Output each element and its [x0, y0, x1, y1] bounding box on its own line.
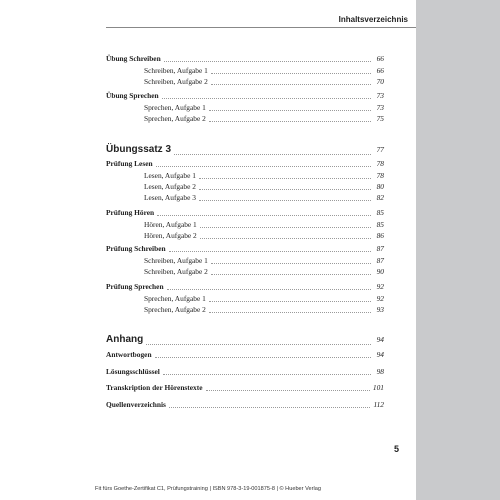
dot-leader: [157, 207, 371, 216]
footer-credit: Fit fürs Goethe-Zertifikat C1, Prüfungstraining | ISBN 978-3-19-001875-8 | © Hueber Verlag: [95, 486, 321, 492]
toc-entry-label: Prüfung Hören: [106, 208, 155, 217]
dot-leader: [167, 281, 371, 290]
dot-leader: [199, 170, 371, 179]
toc-entry-label: Sprechen, Aufgabe 2: [144, 114, 206, 123]
toc-entry-page: 70: [376, 77, 384, 86]
toc-entry-page: 85: [376, 208, 384, 217]
toc-entry-label: Lesen, Aufgabe 2: [144, 182, 196, 191]
toc-entry: [106, 366, 384, 377]
toc-entry-page: 87: [376, 244, 384, 253]
toc-entry-page: 85: [376, 220, 384, 229]
toc-entry-page: 73: [376, 103, 384, 112]
toc-entry: [106, 243, 384, 254]
toc-entry: [106, 53, 384, 64]
toc-entry: [106, 219, 384, 230]
toc-entry: [106, 293, 384, 304]
toc-entry-label: Sprechen, Aufgabe 1: [144, 103, 206, 112]
dot-leader: [209, 293, 371, 302]
toc-entry-page: 92: [376, 282, 384, 291]
toc-entry-label: Quellenverzeichnis: [106, 400, 166, 409]
toc-entry-label: Antwortbogen: [106, 350, 152, 359]
toc-entry: [106, 266, 384, 277]
toc-entry: [106, 192, 384, 203]
toc-entry-label: Prüfung Lesen: [106, 159, 153, 168]
toc-entry: [106, 158, 384, 169]
toc-entry-page: 112: [373, 400, 384, 409]
toc-entry: [106, 255, 384, 266]
dot-leader: [209, 102, 371, 111]
dot-leader: [200, 230, 371, 239]
toc-entry-page: 98: [376, 367, 384, 376]
toc-entry-page: 82: [376, 193, 384, 202]
toc-entry-page: 78: [376, 171, 384, 180]
toc-entry-label: Sprechen, Aufgabe 1: [144, 294, 206, 303]
toc-entry-page: 66: [376, 66, 384, 75]
toc-entry-page: 77: [376, 145, 384, 154]
dot-leader: [209, 304, 371, 313]
dot-leader: [155, 349, 371, 358]
dot-leader: [200, 219, 371, 228]
toc-entry-label: Sprechen, Aufgabe 2: [144, 305, 206, 314]
dot-leader: [211, 65, 371, 74]
dot-leader: [199, 192, 371, 201]
toc-entry-page: 94: [376, 350, 384, 359]
toc-entry-page: 86: [376, 231, 384, 240]
toc-entry-page: 80: [376, 182, 384, 191]
toc-entry-label: Prüfung Schreiben: [106, 244, 166, 253]
toc-entry: [106, 76, 384, 87]
page-number: 5: [394, 444, 400, 454]
toc-entry-page: 87: [376, 256, 384, 265]
toc-entry: [106, 143, 384, 157]
dot-leader: [199, 181, 371, 190]
dot-leader: [174, 146, 371, 155]
toc-entry-label: Schreiben, Aufgabe 1: [144, 256, 208, 265]
toc-entry-page: 94: [376, 335, 384, 344]
toc-entry-page: 101: [372, 383, 384, 392]
toc-entry-page: 73: [376, 91, 384, 100]
toc-entry: [106, 304, 384, 315]
dot-leader: [164, 53, 371, 62]
toc-entry-label: Übung Sprechen: [106, 91, 159, 100]
toc-entry-label: Lesen, Aufgabe 3: [144, 193, 196, 202]
dot-leader: [211, 255, 371, 264]
toc-entry: [106, 181, 384, 192]
toc-entry: [106, 281, 384, 292]
toc-entry: [106, 170, 384, 181]
dot-leader: [162, 90, 371, 99]
toc-entry-label: Übung Schreiben: [106, 54, 161, 63]
dot-leader: [169, 243, 371, 252]
toc-entry-label: Hören, Aufgabe 1: [144, 220, 197, 229]
toc-entry: [106, 65, 384, 76]
toc-entry-label: Schreiben, Aufgabe 2: [144, 77, 208, 86]
toc-entry-page: 93: [376, 305, 384, 314]
toc-entry-page: 90: [376, 267, 384, 276]
toc-entry: [106, 349, 384, 360]
toc-entry: [106, 113, 384, 124]
toc-entry-label: Schreiben, Aufgabe 2: [144, 267, 208, 276]
toc-entry-page: 78: [376, 159, 384, 168]
toc-entry: [106, 399, 384, 410]
toc-entry-label: Transkription der Hörenstexte: [106, 383, 203, 392]
toc-entry: [106, 333, 384, 347]
side-band: [416, 0, 500, 500]
toc-entry-page: 75: [376, 114, 384, 123]
toc-entry-label: Lösungsschlüssel: [106, 367, 160, 376]
dot-leader: [209, 113, 371, 122]
toc-entry-label: Lesen, Aufgabe 1: [144, 171, 196, 180]
toc-entry-page: 92: [376, 294, 384, 303]
header-title: Inhaltsverzeichnis: [338, 15, 408, 24]
dot-leader: [211, 266, 371, 275]
dot-leader: [169, 399, 371, 408]
toc-entry: [106, 90, 384, 101]
toc-entry-label: Hören, Aufgabe 2: [144, 231, 197, 240]
toc-entry: [106, 102, 384, 113]
dot-leader: [146, 336, 371, 345]
toc-entry-label: Übungssatz 3: [106, 144, 172, 155]
dot-leader: [156, 158, 371, 167]
toc-entry: [106, 207, 384, 218]
toc-entry-label: Anhang: [106, 334, 144, 345]
toc-entry-label: Schreiben, Aufgabe 1: [144, 66, 208, 75]
dot-leader: [163, 366, 371, 375]
toc-entry: [106, 382, 384, 393]
dot-leader: [206, 382, 370, 391]
toc-entry-label: Prüfung Sprechen: [106, 282, 164, 291]
header-rule: [106, 27, 416, 28]
toc-entry: [106, 230, 384, 241]
dot-leader: [211, 76, 371, 85]
toc-entry-page: 66: [376, 54, 384, 63]
